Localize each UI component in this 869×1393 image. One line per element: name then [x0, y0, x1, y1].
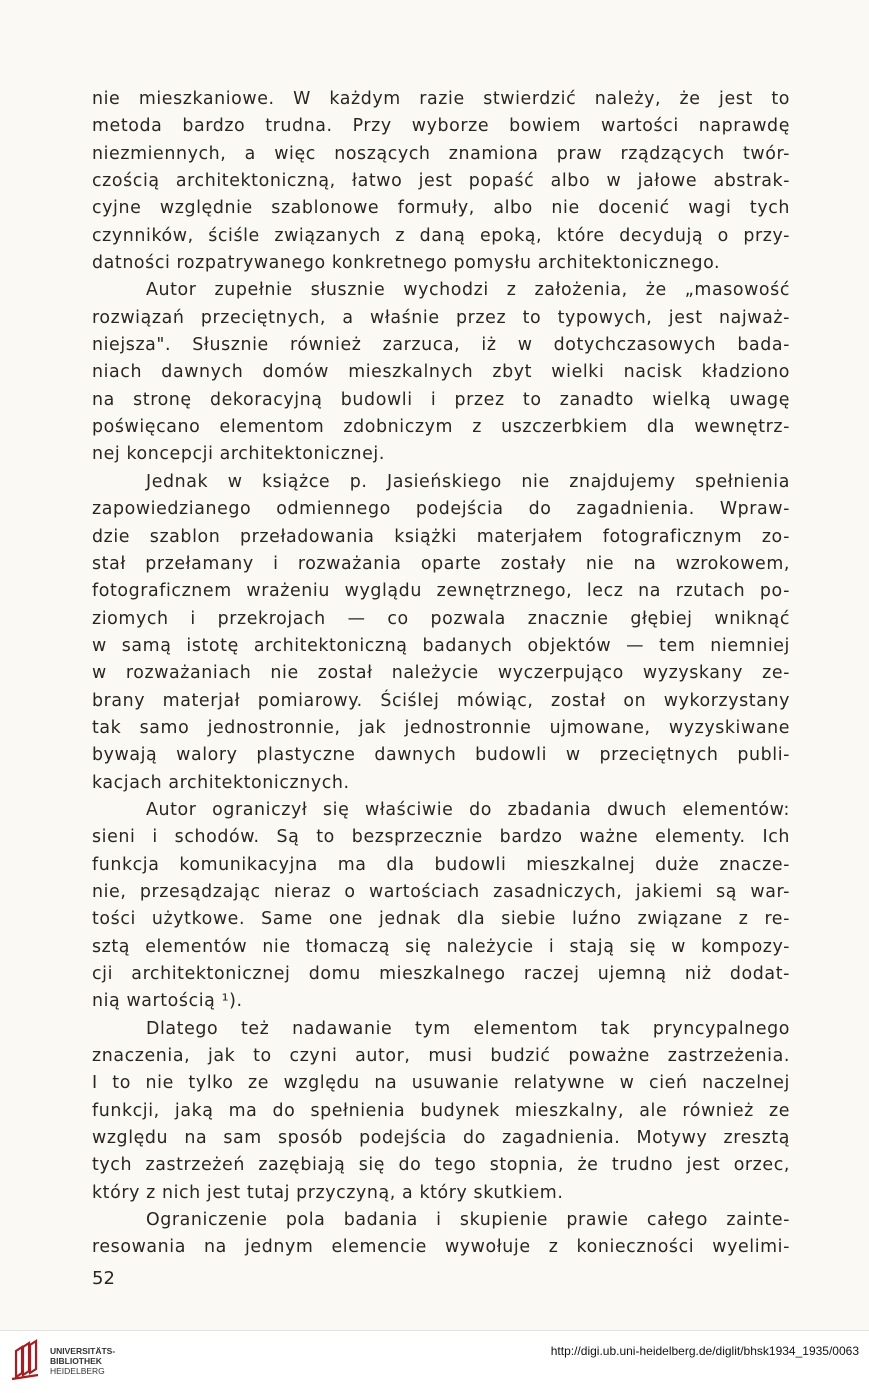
text-line: funkcja komunikacyjna ma dla budowli mieszkalnej duże znacze-	[92, 854, 790, 875]
text-line: nie, przesądzając nieraz o wartościach zasadniczych, jakiemi są war-	[92, 881, 790, 902]
library-logo-icon	[8, 1337, 42, 1381]
text-line: Autor ograniczył się właściwie do zbadania dwuch elementów:	[146, 799, 790, 820]
text-line: cyjne względnie szablonowe formuły, albo nie docenić wagi tych	[92, 198, 790, 219]
text-line: czością architektoniczną, łatwo jest popaść albo w jałowe abstrak-	[92, 171, 790, 192]
text-line: niejsza". Słusznie również zarzuca, iż w dotychczasowych bada-	[92, 335, 790, 356]
text-line: tości użytkowe. Same one jednak dla siebie luźno związane z re-	[92, 909, 790, 930]
text-line: Jednak w książce p. Jasieńskiego nie znajdujemy spełnienia	[146, 471, 790, 492]
text-line: cji architektonicznej domu mieszkalnego raczej ujemną niż dodat-	[92, 964, 790, 984]
text-line: niach dawnych domów mieszkalnych zbyt wielki nacisk kładziono	[92, 362, 790, 383]
text-line: sztą elementów nie tłomaczą się należycie i stają się w kompozy-	[92, 936, 790, 957]
text-line: sieni i schodów. Są to bezsprzecznie bardzo ważne elementy. Ich	[92, 827, 790, 848]
text-line: poświęcano elementom zdobniczym z uszczerbkiem dla wewnętrz-	[92, 417, 790, 438]
text-line: niezmiennych, a więc noszących znamiona praw rządzących twór-	[92, 143, 790, 164]
text-line: nią wartością ¹).	[92, 991, 243, 1012]
text-line: w samą istotę architektoniczną badanych objektów — tem niemniej	[92, 635, 790, 656]
text-line: bywają walory plastyczne dawnych budowli w przeciętnych publi-	[92, 745, 790, 766]
text-line: stał przełamany i rozważania oparte zostały nie na wzrokowem,	[92, 553, 790, 574]
text-line: tych zastrzeżeń zazębiają się do tego stopnia, że trudno jest orzec,	[92, 1155, 790, 1176]
text-line: nej koncepcji architektonicznej.	[92, 444, 385, 465]
text-line: względu na sam sposób podejścia do zagadnienia. Motywy zresztą	[92, 1128, 790, 1149]
library-name: UNIVERSITÄTS- BIBLIOTHEK HEIDELBERG	[50, 1346, 116, 1376]
text-line: ziomych i przekrojach — co pozwala znacznie głębiej wniknąć	[92, 608, 790, 629]
text-line: brany materjał pomiarowy. Ściślej mówiąc, został on wykorzystany	[92, 690, 790, 711]
text-line: Autor zupełnie słusznie wychodzi z założenia, że „masowość	[146, 280, 790, 301]
text-line: tak samo jednostronnie, jak jednostronnie ujmowane, wyzyskiwane	[92, 717, 790, 738]
text-line: datności rozpatrywanego konkretnego pomysłu architektonicznego.	[92, 253, 721, 274]
text-line: Ograniczenie pola badania i skupienie prawie całego zainte-	[146, 1210, 790, 1231]
text-line: rozwiązań przeciętnych, a właśnie przez to typowych, jest najważ-	[92, 307, 790, 328]
text-line: który z nich jest tutaj przyczyną, a który skutkiem.	[92, 1182, 564, 1203]
text-line: metoda bardzo trudna. Przy wyborze bowiem wartości naprawdę	[92, 116, 790, 137]
text-line: nie mieszkaniowe. W każdym razie stwierdzić należy, że jest to	[92, 89, 790, 109]
page-number: 52	[92, 1268, 115, 1289]
text-line: funkcji, jaką ma do spełnienia budynek mieszkalny, ale również ze	[92, 1100, 790, 1121]
text-line: w rozważaniach nie został należycie wyczerpująco wyzyskany ze-	[92, 663, 790, 684]
text-line: dzie szablon przeładowania książki materjałem fotograficznym zo-	[92, 526, 790, 547]
text-line: I to nie tylko ze względu na usuwanie relatywne w cień naczelnej	[92, 1073, 790, 1094]
source-url-link[interactable]: http://digi.ub.uni-heidelberg.de/diglit/bhsk1934_1935/0063	[550, 1344, 859, 1358]
text-line: znaczenia, jak to czyni autor, musi budzić poważne zastrzeżenia.	[92, 1046, 790, 1067]
text-line: czynników, ściśle związanych z daną epoką, które decydują o przy-	[92, 225, 790, 246]
text-line: Dlatego też nadawanie tym elementom tak pryncypalnego	[146, 1018, 790, 1039]
text-line: fotograficznem wrażeniu wyglądu zewnętrznego, lecz na rzutach po-	[92, 581, 790, 602]
footer-bar	[0, 1330, 869, 1393]
page-text	[92, 86, 790, 1262]
text-line: zapowiedzianego odmiennego podejścia do zagadnienia. Wpraw-	[92, 499, 790, 520]
text-line: resowania na jednym elemencie wywołuje z konieczności wyelimi-	[92, 1237, 790, 1258]
text-line: na stronę dekoracyjną budowli i przez to zanadto wielką uwagę	[92, 389, 790, 410]
text-line: kacjach architektonicznych.	[92, 772, 350, 793]
